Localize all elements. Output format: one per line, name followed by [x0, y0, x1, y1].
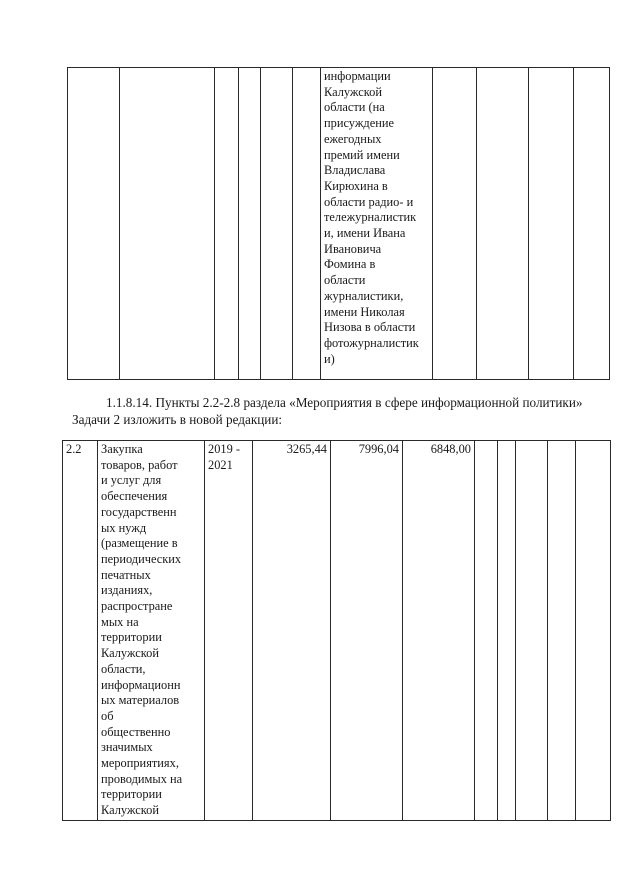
amendment-paragraph [72, 395, 617, 428]
funding-value-1: 3265,44 [286, 442, 327, 456]
table-cell [574, 68, 610, 380]
table-cell-value-1 [253, 441, 331, 821]
table-cell-number [63, 441, 98, 821]
table-cell-period [205, 441, 253, 821]
program-table-new-edition [62, 440, 611, 821]
table-cell-number [68, 68, 120, 380]
table-cell [477, 68, 529, 380]
table-cell [239, 68, 261, 380]
funding-value-2: 7996,04 [358, 442, 399, 456]
table-cell-value-2 [331, 441, 403, 821]
table-cell [475, 441, 498, 821]
row-number: 2.2 [66, 442, 82, 456]
table-row [68, 68, 610, 380]
table-cell [548, 441, 576, 821]
information-source-text: информации Калужской области (на присуждение ежегодных премий имени Владислава Кирюхина в области радио- и тележурналистик и, имени Ивана Ивановича Фомина в области журналистики, имени Николая Низова в области фотожурналистик и) [324, 69, 419, 366]
table-cell [529, 68, 574, 380]
table-cell [261, 68, 293, 380]
table-cell [576, 441, 611, 821]
table-cell [516, 441, 548, 821]
implementation-period: 2019 - 2021 [208, 442, 241, 472]
table-cell [215, 68, 239, 380]
table-cell-information-source [321, 68, 433, 380]
amendment-paragraph-line1: 1.1.8.14. Пункты 2.2-2.8 раздела «Мероприятия в сфере информационной политики» [106, 395, 583, 410]
measure-name: Закупка товаров, работ и услуг для обеспечения государственн ых нужд (размещение в периодических печатных изданиях, распростране мых на территории Калужской области, информационн ых материалов об общественно значимых мероприятиях, проводимых на территории Калужской [101, 442, 183, 818]
table-cell [498, 441, 516, 821]
table-cell-name [98, 441, 205, 821]
amendment-paragraph-line2: Задачи 2 изложить в новой редакции: [72, 411, 283, 427]
table-row [63, 441, 611, 821]
table-cell [433, 68, 477, 380]
program-table-continued [67, 67, 610, 380]
table-cell-value-3 [403, 441, 475, 821]
table-cell-name [120, 68, 215, 380]
funding-value-3: 6848,00 [430, 442, 471, 456]
table-cell [293, 68, 321, 380]
